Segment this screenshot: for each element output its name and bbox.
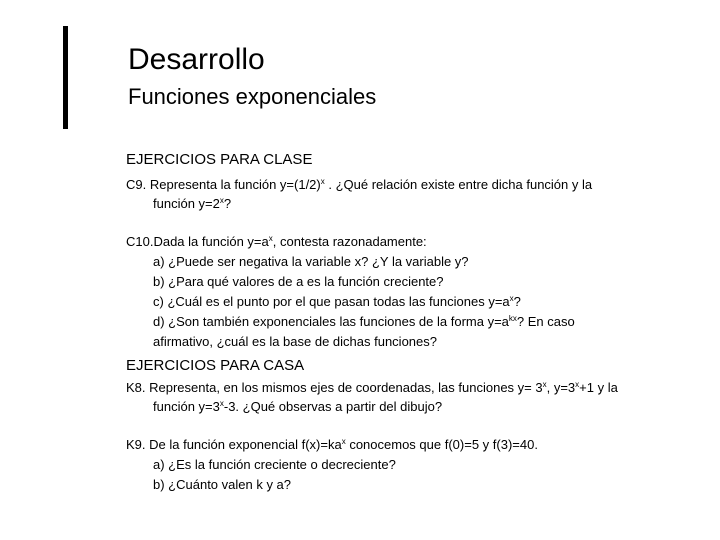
- c10-question-a: a) ¿Puede ser negativa la variable x? ¿Y la variable y?: [153, 254, 469, 269]
- slide-subtitle: Funciones exponenciales: [128, 84, 377, 109]
- k8-exponent-2: x: [575, 380, 580, 389]
- k9-text: K9. De la función exponencial f(x)=ka: [126, 437, 342, 452]
- c10-intro: C10.Dada la función y=a: [126, 234, 269, 249]
- k8-text-c: +1 y la: [579, 380, 618, 395]
- c10-d-line2: afirmativo, ¿cuál es la base de dichas funciones?: [153, 334, 437, 349]
- c10-question-b: b) ¿Para qué valores de a es la función creciente?: [153, 274, 444, 289]
- exercise-k9: [126, 435, 686, 455]
- exercise-c10: [126, 232, 686, 252]
- k8-line2-exponent: x: [219, 398, 224, 408]
- title-accent-bar: [63, 26, 68, 129]
- section-heading-casa: EJERCICIOS PARA CASA: [126, 357, 305, 374]
- c9-text: C9. Representa la función y=(1/2): [126, 177, 321, 192]
- c10-d-text: d) ¿Son también exponenciales las funciones de la forma y=a: [153, 314, 509, 329]
- c10-intro-exponent: x: [268, 234, 273, 243]
- slide-title: Desarrollo: [128, 43, 265, 76]
- k8-exponent-1: x: [542, 380, 547, 389]
- c9-text-tail: . ¿Qué relación existe entre dicha función y la: [324, 177, 593, 192]
- k8-line2-tail: -3. ¿Qué observas a partir del dibujo?: [223, 398, 443, 414]
- exercise-k8: [126, 379, 686, 416]
- section-heading-clase: EJERCICIOS PARA CLASE: [126, 151, 313, 168]
- c10-c-tail: ?: [513, 294, 521, 309]
- k8-line2: función y=3: [153, 398, 220, 414]
- c10-d-tail: ? En caso: [516, 314, 575, 329]
- c9-line2-exponent: x: [219, 195, 224, 205]
- c10-question-c: [126, 292, 686, 312]
- c9-line2: función y=2: [153, 195, 220, 211]
- k8-text-b: , y=3: [546, 380, 576, 395]
- c10-c-text: c) ¿Cuál es el punto por el que pasan todas las funciones y=a: [153, 294, 510, 309]
- k9-text-tail: conocemos que f(0)=5 y f(3)=40.: [345, 437, 538, 452]
- k8-text: K8. Representa, en los mismos ejes de coordenadas, las funciones y= 3: [126, 380, 543, 395]
- c10-d-exponent: kx: [508, 314, 517, 323]
- k8-continuation: [126, 398, 686, 417]
- c9-line2-tail: ?: [223, 195, 232, 211]
- k9-exponent: x: [341, 437, 346, 446]
- exercise-c9: [126, 176, 686, 213]
- c10-c-exponent: x: [509, 294, 514, 303]
- slide-body: [126, 150, 686, 495]
- c9-continuation: [126, 195, 686, 214]
- c9-exponent: x: [320, 177, 325, 186]
- k9-question-b: b) ¿Cuánto valen k y a?: [153, 477, 292, 492]
- c10-question-d: [126, 312, 686, 352]
- c10-intro-tail: , contesta razonadamente:: [272, 234, 427, 249]
- k9-question-a: a) ¿Es la función creciente o decreciente?: [153, 457, 396, 472]
